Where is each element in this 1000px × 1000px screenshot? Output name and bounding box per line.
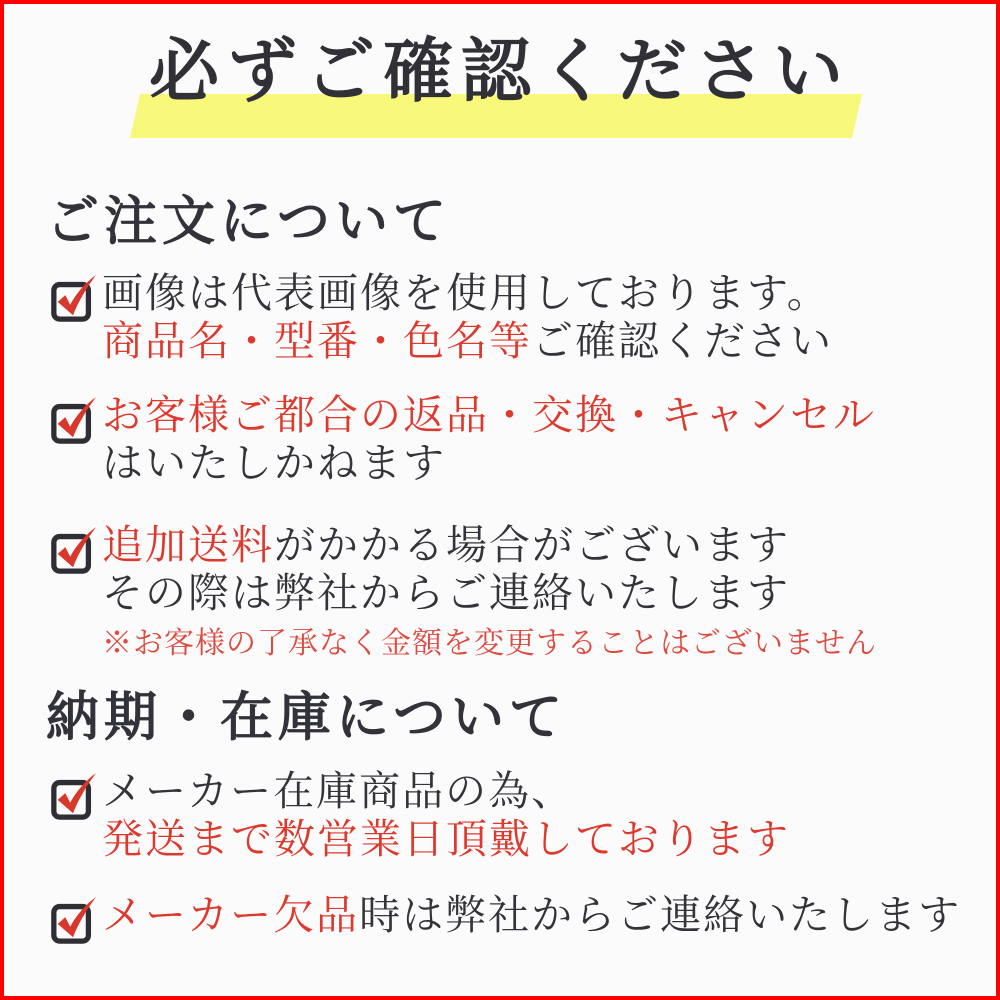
checked-checkbox-icon <box>50 524 98 576</box>
title-block <box>4 29 996 112</box>
item-text <box>102 522 877 662</box>
item-line <box>102 570 877 618</box>
list-item-maker-stock <box>50 768 790 863</box>
list-item-representative-image <box>50 270 833 365</box>
checked-checkbox-icon <box>50 770 98 822</box>
page-title: 必ずご確認ください <box>149 29 851 112</box>
checked-checkbox-icon <box>50 272 98 324</box>
item-line <box>102 440 876 488</box>
item-line <box>102 892 961 940</box>
item-line-text: その際は弊社からご連絡いたします <box>102 568 790 617</box>
item-line <box>102 816 790 864</box>
item-text <box>102 270 833 365</box>
list-item-extra-shipping <box>50 522 877 662</box>
item-line <box>102 392 876 440</box>
item-line-text-red: 発送まで数営業日頂戴しております <box>102 814 790 863</box>
item-text <box>102 392 876 487</box>
item-line-text: 時は弊社からご連絡いたします <box>359 891 962 939</box>
item-line-text: はいたしかねます <box>102 438 446 487</box>
checked-checkbox-icon <box>50 394 98 446</box>
checked-checkbox-icon <box>50 894 98 946</box>
item-line <box>102 522 877 570</box>
item-line-text: がかかる場合がございます <box>274 521 790 569</box>
item-note: ※お客様の了承なく金額を変更することはございません <box>102 626 877 662</box>
item-line <box>102 270 833 318</box>
section-heading-order: ご注文について <box>46 190 451 252</box>
item-line-text: 画像は代表画像を使用しております。 <box>102 269 830 317</box>
item-line-text: ご確認ください <box>532 316 833 365</box>
item-line-text-red: 商品名・型番・色名等 <box>102 316 532 365</box>
list-item-maker-shortage <box>50 892 961 946</box>
item-text <box>102 768 790 863</box>
item-line-text-red: メーカー欠品 <box>102 891 360 939</box>
item-line <box>102 768 790 816</box>
item-text <box>102 892 961 940</box>
item-line-text-red: 追加送料 <box>102 521 274 569</box>
item-line <box>102 318 833 366</box>
item-line-text-red: お客様ご都合の返品・交換・キャンセル <box>102 391 876 439</box>
list-item-returns <box>50 392 876 487</box>
item-line-text: メーカー在庫商品の為、 <box>102 767 575 815</box>
section-heading-delivery: 納期・在庫について <box>46 686 567 748</box>
